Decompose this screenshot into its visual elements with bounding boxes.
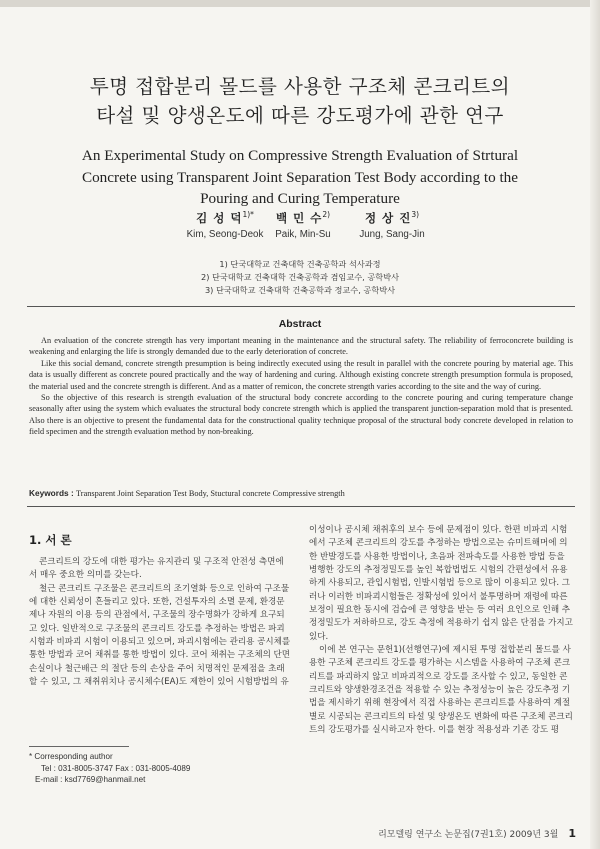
intro-paragraph-2: 철근 콘크리트 구조물은 콘크리트의 조기열화 등으로 인하여 구조물에 대한 신뢰성이 흔들리고 있다. 또한, 건설투자의 소멸 문제, 환경문제나 자원의 이용 등의 관점에서, 구조물의 장수명화가 강하게 요구되고 있다. 일반적으로 구조물의 콘크리트 강도를 추정하는 방법은 파괴시험과 비파괴 시험이 이용되고 있으며, 파괴시험에는 관리용 공시체를 통한 방법과 코어 채취를 통한 방법이 있다. 코어 채취는 구조체의 단면손실이나 철근배근 의 절단 등의 손상을 주어 치명적인 문제점을 초래할 수 있고, 그 채취위치나 공시체수(EA)도 제한이 있어 시험방법의 유 [29,583,291,688]
author-2 [263,210,343,240]
korean-title-line1: 투명 접합분리 몰드를 사용한 구조체 콘크리트의 [89,75,511,98]
footnote-tel: Tel : 031-8005-3747 Fax : 031-8005-4089 [41,763,191,773]
author-1-name-en: Kim, Seong-Deok [186,229,264,240]
abstract-paragraph-2: Like this social demand, concrete strength presumption is being indirectly executed using the result in parallel with the concrete pouring by material age. This data is usually different as concrete poured practically and the way of hardening and curing. Although existing concrete strength presumption formula is proposed, the material used and the concrete strength is different. And as a matter of remicon, the concrete strength varies according to the site and the way of curing. [29,358,573,391]
intro-paragraph-3: 이성이나 공시체 채취후의 보수 등에 문제점이 있다. 한편 비파괴 시험에서 구조체 콘크리트의 강도를 추정하는 방법으로는 슈미트해머에 의한 반발경도를 사용한 방법이나, 초음파 전파속도를 사용한 방법 등을 병행한 강도의 추정정밀도를 높인 복합법법도 시험의 간편성에서 유용하게 사용되고, 관입시험법, 인발시험법 등으로 많이 이용되고 있다. 그러나 이러한 비파괴시험들은 정확성에 있어서 불투명하며 재령에 따른 보정이 필요한 동시에 검습에 큰 영향을 받는 등 여러 요인으로 인해 추정정밀도가 저하하므로, 강도 측정에 적용하기 쉽지 않은 단점을 가지고 있다. [309,525,573,642]
keywords [29,488,573,498]
intro-paragraph-1: 콘크리트의 강도에 대한 평가는 유지관리 및 구조적 안전성 측면에서 매우 중요한 의미를 갖는다. [29,557,284,581]
footnote-email: E-mail : ksd7769@hanmail.net [35,775,146,784]
author-1-name-ko: 김 성 덕 [196,211,243,225]
section-1-heading: 1. 서 론 [29,533,72,547]
abstract-body [29,335,573,438]
footnote-title: * Corresponding author [29,752,113,761]
english-title-line1: An Experimental Study on Compressive Strength Evaluation of Strtural [81,147,519,164]
abstract-heading: Abstract [278,318,322,330]
abstract-paragraph-1: An evaluation of the concrete strength has very important meaning in the maintenance and the structural safety. The reliability of ferroconcrete building is weakening and enlarging the life is strongly demanded due to the early deterioration of concrete. [29,336,573,357]
footnote-rule [29,746,129,747]
scan-top-edge [0,0,600,7]
abstract-bottom-rule [27,506,575,507]
keywords-label: Keywords : [29,488,77,498]
journal-info: 리모델링 연구소 논문집(7권1호) 2009년 3월 [378,830,559,840]
abstract-paragraph-3: So the objective of this research is strength evaluation of the structural body concrete according to the concrete pouring and curing temperature change seasonally after using the system which evaluates the structural body concrete strength which is applied the transparent junction-separation mold that is presented. Also there is an objective to present the fundamental data for the constructional quality technique proposal of the structural body concrete developed in relation to field specimen and the strength evaluation method by non-breaking. [29,393,573,437]
left-column [29,556,291,689]
abstract-top-rule [27,306,575,307]
author-1-mark: 1)* [242,210,254,220]
korean-title-line2: 타설 및 양생온도에 따른 강도평가에 관한 연구 [96,104,504,127]
author-3-mark: 3) [411,210,420,220]
author-3-name-en: Jung, Sang-Jin [359,229,425,240]
keywords-text: Transparent Joint Separation Test Body, Stuctural concrete Compressive strength [76,489,345,498]
page-number: 1 [568,827,576,840]
english-title-line3: Pouring and Curing Temperature [200,190,400,207]
author-3-name-ko: 정 상 진 [364,211,412,225]
author-3 [342,210,442,240]
author-2-name-ko: 백 민 수 [275,211,323,225]
affiliation-3: 3) 단국대학교 건축대학 건축공학과 정교수, 공학박사 [204,285,396,295]
page-footer [280,827,576,840]
affiliation-1: 1) 단국대학교 건축대학 건축공학과 석사과정 [219,259,381,269]
affiliation-2: 2) 단국대학교 건축대학 건축공학과 겸임교수, 공학박사 [200,272,400,282]
right-column [309,524,574,738]
affiliations [0,258,600,297]
footnote [29,751,291,786]
author-2-mark: 2) [322,210,331,220]
english-title [0,145,600,210]
intro-paragraph-4: 이에 본 연구는 문헌1)(선행연구)에 제시된 투명 접합분리 몰드를 사용한 구조체 콘크리트 강도를 평가하는 시스템을 사용하여 구조체 콘크리트를 파괴하지 않고 비파괴적으로 강도를 조사할 수 있고, 동일한 콘크리트와 양생환경조건을 적용할 수 있는 추정성능이 높은 강도추정 기법을 제시하기 위해 현장에서 직접 사용하는 콘크리트를 사용하여 계절별로 시공되는 콘크리트의 타설 및 양생온도 변화에 따른 구조체 콘크리트의 강도평가를 실시하고자 한다. 이를 현장 적용성과 기존 강도 평 [309,645,573,736]
korean-title [0,72,600,130]
english-title-line2: Concrete using Transparent Joint Separation Test Body according to the [81,168,519,186]
author-2-name-en: Paik, Min-Su [275,229,331,240]
